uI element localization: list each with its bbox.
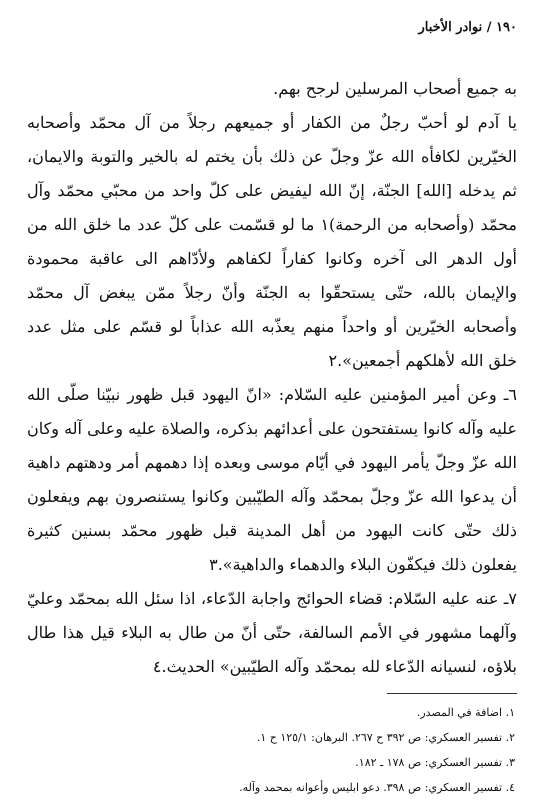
- paragraph: ٦ـ وعن أمير المؤمنين عليه السّلام: «انّ اليهود قبل ظهور نبيّنا صلّى الله عليه وآله كانوا يستفتحون على أعدائهم بذكره، والصلاة عليه وعلى آله وكان الله عزّ وجلّ يأمر اليهود في أيّام موسى وبعده إذا دهمهم أمر ودهتهم داهية أن يدعوا الله عزّ وجلّ بمحمّد وآله الطيّبين وكانوا يستنصرون بهم ويفعلون ذلك حتّى كانت اليهود من أهل المدينة قبل ظهور محمّد بسنين كثيرة يفعلون ذلك فيكفّون البلاء والدهماء والداهية».٣: [27, 385, 518, 574]
- main-text: [27, 72, 517, 684]
- footnote: ٣. تفسير العسكري: ص ١٧٨ ـ ١٨٢.: [355, 756, 515, 769]
- page-header: ١٩٠ / نوادر الأخبار: [418, 20, 517, 35]
- footnotes: [30, 700, 515, 800]
- paragraph: ٧ـ عنه عليه السّلام: قضاء الحوائج واجابة الدّعاء، اذا سئل الله بمحمّد وعليّ وآلهما مشهور في الأمم السالفة، حتّى أنّ من طال به البلاء قيل هذا طال بلاؤه، لنسيانه الدّعاء لله بمحمّد وآله الطيّبين» الحديث.٤: [27, 589, 517, 676]
- paragraph: به جميع أصحاب المرسلين لرجح بهم.: [273, 79, 517, 98]
- footnote-divider: [387, 693, 517, 694]
- footnote: ٢. تفسير العسكري: ص ٣٩٢ ح ٢٦٧. البرهان: ١٢٥/١ ح ١.: [256, 731, 515, 744]
- footnote: ٤. تفسير العسكري: ص ٣٩٨. دعو ابليس وأعوانه بمحمد وآله.: [239, 781, 515, 794]
- paragraph: يا آدم لو أحبّ رجلٌ من الكفار أو جميعهم رجلاً من آل محمّد وأصحابه الخيّرين لكافأه الله عزّ وجلّ عن ذلك بأن يختم له بالخير والتوبة والايمان، ثم يدخله [الله] الجنّة، إنّ الله ليفيض على كلّ واحد من محبّي محمّد وآل محمّد (وأصحابه من الرحمة)١ ما لو قسّمت على كلّ عدد ما خلق الله من أول الدهر الى آخره وكانوا كفاراً لكفاهم ولأدّاهم الى عاقبة محمودة والإيمان بالله، حتّى يستحقّوا به الجنّة وأنّ رجلاً ممّن يبغض آل محمّد وأصحابه الخيّرين أو واحداً منهم يعذّبه الله عذاباً لو قسّم على مثل عدد خلق الله لأهلكهم أجمعين».٢: [27, 113, 518, 370]
- footnote: ١. اضافة في المصدر.: [416, 706, 515, 719]
